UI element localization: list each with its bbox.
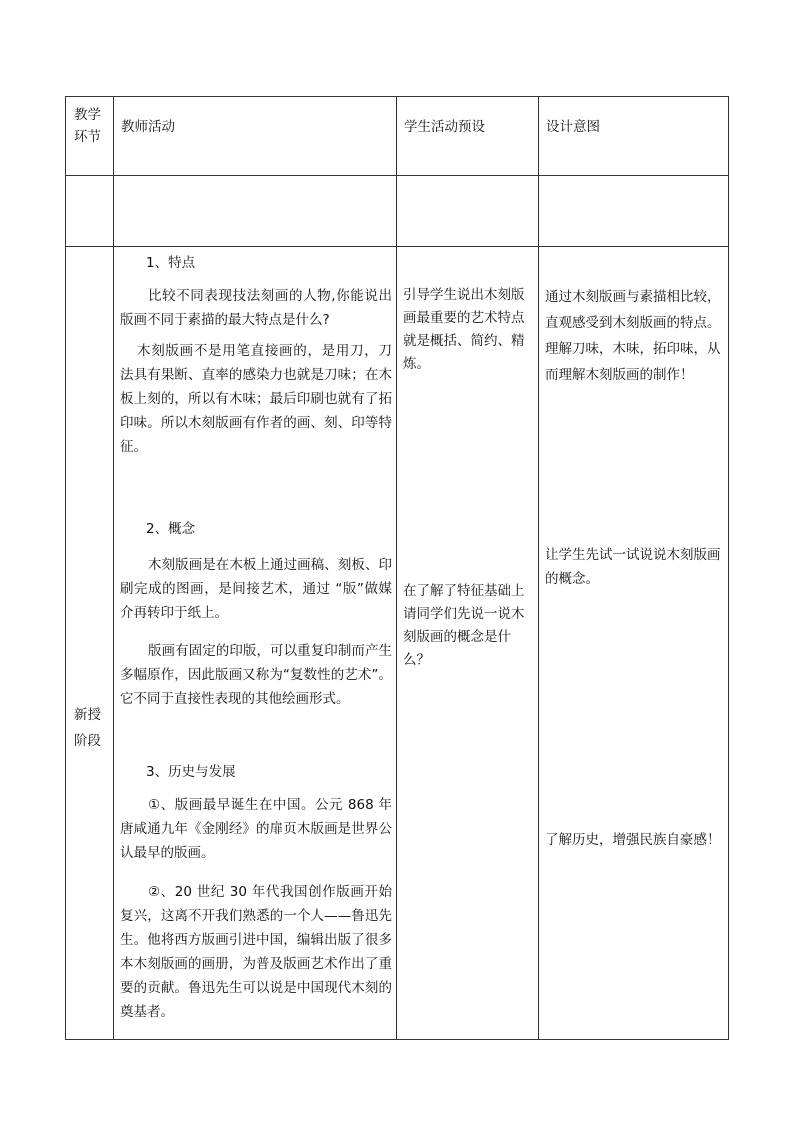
section-3-development: ②、20 世纪 30 年代我国创作版画开始复兴，这离不开我们熟悉的一个人——鲁迅先生。他将西方版画引进中国，编辑出版了很多本木刻版画的画册，为普及版画艺术作出了重要的贡献。鲁迅先生可以说是中国现代木刻的奠基者。 (120, 884, 392, 1020)
lesson-plan-table (65, 96, 729, 1040)
stage-line1: 新授 (74, 707, 101, 723)
design-intent-3: 了解历史，增强民族自豪感！ (545, 832, 721, 848)
design-intent-1: 通过木刻版画与素描相比较，直观感受到木刻版画的特点。理解刀味，木味，拓印味，从而理解木刻版画的制作！ (545, 289, 721, 383)
section-2-definition: 木刻版画是在木板上通过画稿、刻板、印刷完成的图画，是间接艺术，通过 “版”做媒介再转印于纸上。 (120, 557, 392, 621)
section-1-explanation: 木刻版画不是用笔直接画的，是用刀，刀法具有果断、直率的感染力也就是刀味；在木板上刻的，所以有木味；最后印刷也就有了拓印味。所以木刻版画有作者的画、刻、印等特征。 (120, 343, 392, 455)
header-student: 学生活动预设 (397, 97, 539, 176)
header-row (66, 97, 729, 176)
stage-label (74, 702, 101, 754)
header-design: 设计意图 (539, 97, 729, 176)
header-stage (66, 97, 114, 176)
empty-cell (114, 176, 397, 247)
empty-cell (66, 176, 114, 247)
empty-cell (539, 176, 729, 247)
section-1-question: 比较不同表现技法刻画的人物,你能说出版画不同于素描的最大特点是什么? (120, 288, 392, 328)
section-3-origin: ①、版画最早诞生在中国。公元 868 年唐咸通九年《金刚经》的扉页木版画是世界公认最早的版画。 (120, 797, 392, 861)
header-teacher: 教师活动 (114, 97, 397, 176)
student-activity-1: 引导学生说出木刻版画最重要的艺术特点就是概括、简约、精炼。 (403, 287, 525, 372)
header-stage-line1: 教学 (74, 107, 101, 123)
stage-line2: 阶段 (74, 733, 101, 749)
stage-cell (66, 247, 114, 1040)
content-row (66, 247, 729, 1040)
section-3-title: 3、历史与发展 (146, 764, 236, 780)
empty-row (66, 176, 729, 247)
section-1-title: 1、特点 (146, 255, 196, 271)
design-intent-2: 让学生先试一试说说木刻版画的概念。 (545, 547, 721, 587)
design-cell (539, 247, 729, 1040)
empty-cell (397, 176, 539, 247)
teacher-cell (114, 247, 397, 1040)
header-stage-line2: 环节 (74, 129, 101, 145)
section-2-detail: 版画有固定的印版，可以重复印制而产生多幅原作，因此版画又称为“复数性的艺术”。它不同于直接性表现的其他绘画形式。 (120, 643, 392, 707)
student-activity-2: 在了解了特征基础上请同学们先说一说木刻版画的概念是什么？ (403, 583, 525, 668)
section-2-title: 2、概念 (146, 521, 196, 537)
student-cell (397, 247, 539, 1040)
